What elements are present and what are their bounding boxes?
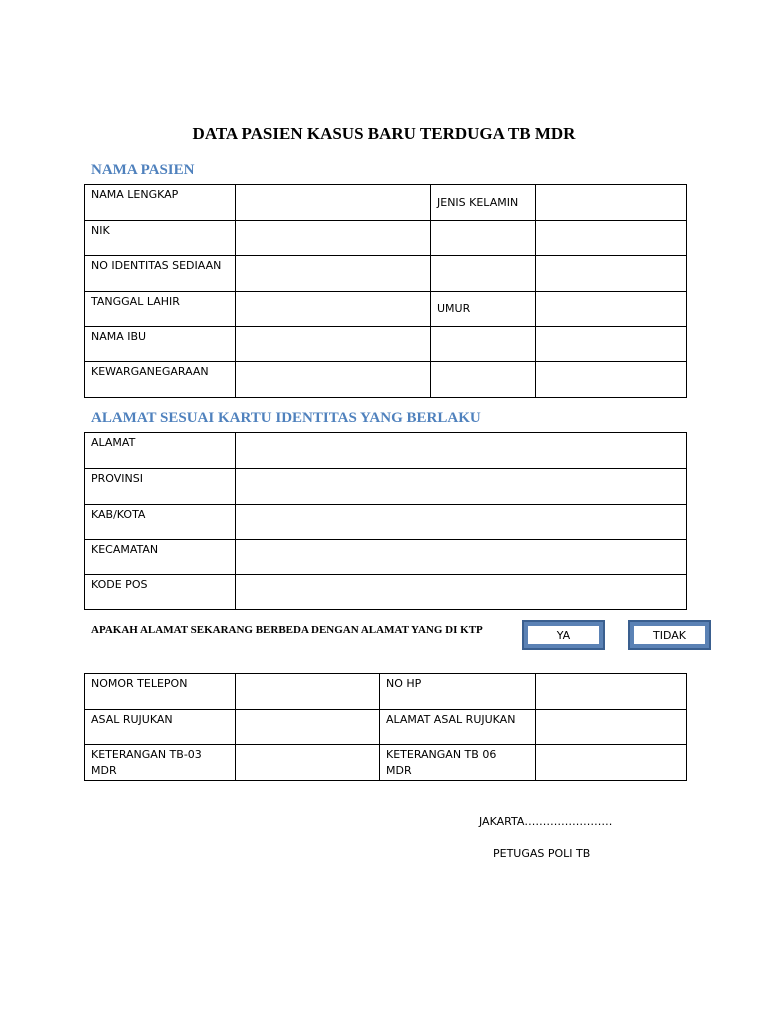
input-keterangan-tb06[interactable] xyxy=(536,745,687,781)
input-nomor-telepon[interactable] xyxy=(236,674,380,710)
input-no-hp[interactable] xyxy=(536,674,687,710)
label-kode-pos: KODE POS xyxy=(85,575,236,610)
no-button[interactable] xyxy=(628,620,711,650)
label-asal-rujukan: ASAL RUJUKAN xyxy=(85,710,236,745)
empty-cell xyxy=(431,221,536,256)
input-umur[interactable] xyxy=(536,292,687,327)
patient-table xyxy=(84,184,687,398)
label-kecamatan: KECAMATAN xyxy=(85,540,236,575)
patient-section-heading: NAMA PASIEN xyxy=(91,162,195,178)
yes-button[interactable] xyxy=(522,620,605,650)
input-tanggal-lahir[interactable] xyxy=(236,292,431,327)
label-keterangan-tb06-line2: MDR xyxy=(386,764,412,777)
input-nama-ibu[interactable] xyxy=(236,327,431,362)
label-alamat-asal-rujukan: ALAMAT ASAL RUJUKAN xyxy=(380,710,536,745)
label-jenis-kelamin: JENIS KELAMIN xyxy=(431,185,536,221)
address-table xyxy=(84,432,687,610)
label-keterangan-tb03 xyxy=(85,745,236,781)
empty-cell xyxy=(431,327,536,362)
place-date-line: JAKARTA…………………… xyxy=(479,815,613,828)
label-keterangan-tb06 xyxy=(380,745,536,781)
contact-table xyxy=(84,673,687,781)
label-no-identitas: NO IDENTITAS SEDIAAN xyxy=(85,256,236,292)
label-nomor-telepon: NOMOR TELEPON xyxy=(85,674,236,710)
empty-cell xyxy=(536,221,687,256)
empty-cell xyxy=(536,327,687,362)
label-alamat: ALAMAT xyxy=(85,433,236,469)
label-keterangan-tb03-line2: MDR xyxy=(91,764,117,777)
label-nama-lengkap: NAMA LENGKAP xyxy=(85,185,236,221)
address-section-heading: ALAMAT SESUAI KARTU IDENTITAS YANG BERLAKU xyxy=(91,410,481,426)
input-keterangan-tb03[interactable] xyxy=(236,745,380,781)
input-kecamatan[interactable] xyxy=(236,540,687,575)
label-kab-kota: KAB/KOTA xyxy=(85,505,236,540)
label-tanggal-lahir: TANGGAL LAHIR xyxy=(85,292,236,327)
empty-cell xyxy=(536,362,687,398)
input-kab-kota[interactable] xyxy=(236,505,687,540)
yes-button-label: YA xyxy=(528,626,599,644)
input-nama-lengkap[interactable] xyxy=(236,185,431,221)
address-different-question: APAKAH ALAMAT SEKARANG BERBEDA DENGAN ALAMAT YANG DI KTP xyxy=(91,624,483,636)
input-alamat[interactable] xyxy=(236,433,687,469)
label-keterangan-tb06-line1: KETERANGAN TB 06 xyxy=(386,748,497,761)
label-no-hp: NO HP xyxy=(380,674,536,710)
page-title: DATA PASIEN KASUS BARU TERDUGA TB MDR xyxy=(192,124,576,143)
label-keterangan-tb03-line1: KETERANGAN TB-03 xyxy=(91,748,202,761)
input-alamat-asal-rujukan[interactable] xyxy=(536,710,687,745)
label-nik: NIK xyxy=(85,221,236,256)
label-nama-ibu: NAMA IBU xyxy=(85,327,236,362)
officer-label: PETUGAS POLI TB xyxy=(493,847,591,860)
input-asal-rujukan[interactable] xyxy=(236,710,380,745)
empty-cell xyxy=(431,362,536,398)
no-button-label: TIDAK xyxy=(634,626,705,644)
input-nik[interactable] xyxy=(236,221,431,256)
label-umur: UMUR xyxy=(431,292,536,327)
input-no-identitas[interactable] xyxy=(236,256,431,292)
empty-cell xyxy=(536,256,687,292)
input-jenis-kelamin[interactable] xyxy=(536,185,687,221)
input-provinsi[interactable] xyxy=(236,469,687,505)
input-kode-pos[interactable] xyxy=(236,575,687,610)
label-provinsi: PROVINSI xyxy=(85,469,236,505)
label-kewarganegaraan: KEWARGANEGARAAN xyxy=(85,362,236,398)
input-kewarganegaraan[interactable] xyxy=(236,362,431,398)
empty-cell xyxy=(431,256,536,292)
